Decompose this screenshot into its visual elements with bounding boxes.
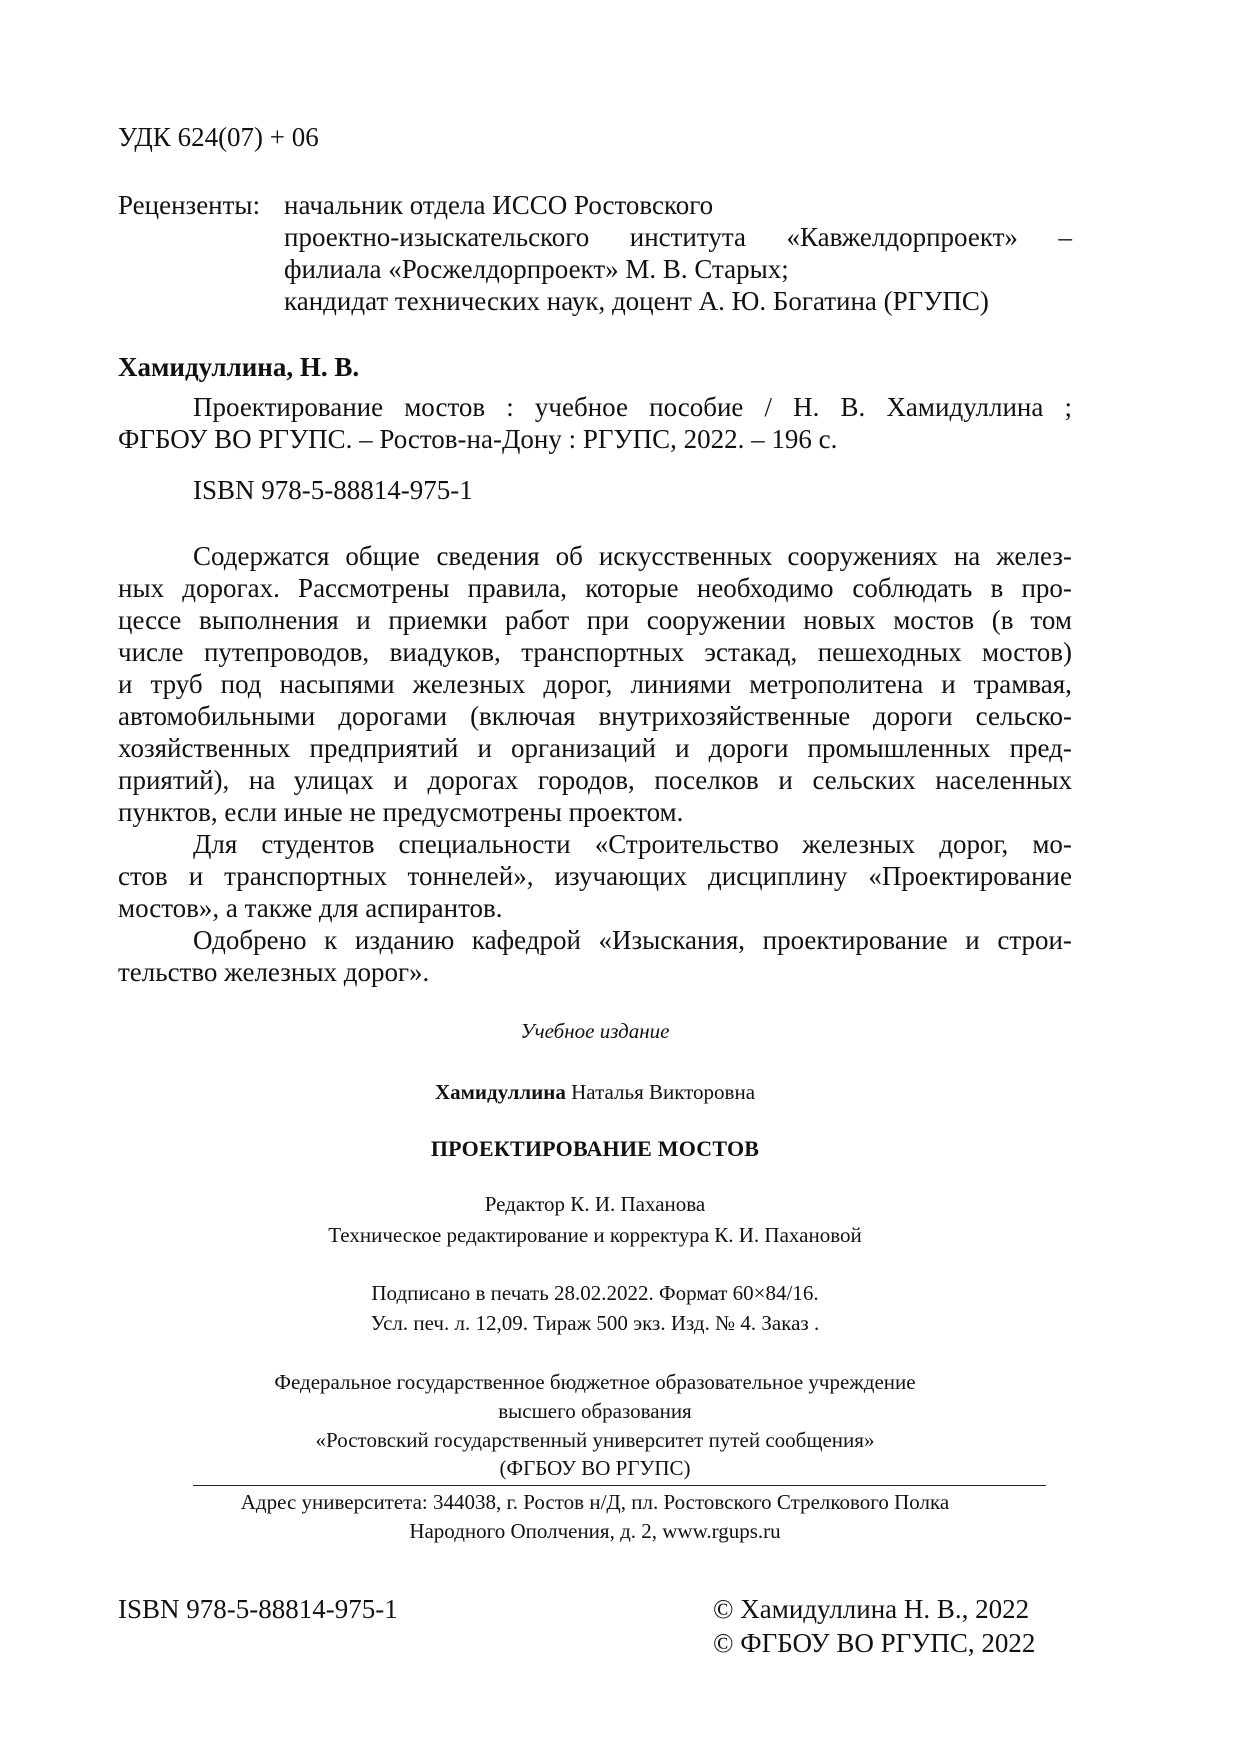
tech-editor-line: Техническое редактирование и корректура К. И. Пахановой bbox=[328, 1223, 862, 1247]
abstract-line: автомобильными дорогами (включая внутрихозяйственные дороги сельско- bbox=[118, 701, 1072, 731]
reviewer-line-1: начальник отдела ИССО Ростовского bbox=[284, 190, 714, 220]
reviewer-line-3: филиала «Росжелдорпроект» М. В. Старых; bbox=[284, 254, 789, 284]
edition-type: Учебное издание bbox=[520, 1019, 670, 1043]
udk-code: УДК 624(07) + 06 bbox=[118, 122, 319, 152]
author-surname: Хамидуллина bbox=[434, 1080, 566, 1104]
copyright-publisher: © ФГБОУ ВО РГУПС, 2022 bbox=[713, 1628, 1036, 1658]
organization-line-4: (ФГБОУ ВО РГУПС) bbox=[499, 1456, 691, 1480]
bibliographic-line-2: ФГБОУ ВО РГУПС. – Ростов-на-Дону : РГУПС, 2022. – 196 с. bbox=[118, 424, 838, 454]
editor-line: Редактор К. И. Паханова bbox=[484, 1192, 706, 1216]
organization-line-1: Федеральное государственное бюджетное образовательное учреждение bbox=[274, 1370, 916, 1394]
audience-line: Для студентов специальности «Строительство железных дорог, мо- bbox=[193, 829, 1072, 859]
author-heading: Хамидуллина, Н. В. bbox=[118, 352, 360, 382]
book-title: ПРОЕКТИРОВАНИЕ МОСТОВ bbox=[430, 1136, 760, 1161]
approval-line: Одобрено к изданию кафедрой «Изыскания, проектирование и строи- bbox=[193, 925, 1072, 955]
abstract-line: приятий), на улицах и дорогах городов, поселков и сельских населенных bbox=[118, 765, 1072, 795]
divider-rule bbox=[193, 1485, 1046, 1486]
copyright-author: © Хамидуллина Н. В., 2022 bbox=[713, 1594, 1030, 1624]
isbn-bibliographic: ISBN 978-5-88814-975-1 bbox=[193, 475, 473, 505]
organization-line-2: высшего образования bbox=[498, 1399, 692, 1423]
abstract-line: и труб под насыпями железных дорог, линиями метрополитена и трамвая, bbox=[118, 669, 1072, 699]
approval-line: тельство железных дорог». bbox=[118, 957, 430, 987]
author-given-names: Наталья Викторовна bbox=[571, 1080, 756, 1104]
audience-line: стов и транспортных тоннелей», изучающих дисциплину «Проектирование bbox=[118, 861, 1072, 891]
address-line-1: Адрес университета: 344038, г. Ростов н/Д, пл. Ростовского Стрелкового Полка bbox=[240, 1490, 950, 1514]
abstract-line: цессе выполнения и приемки работ при сооружении новых мостов (в том bbox=[118, 605, 1072, 635]
print-run-line: Усл. печ. л. 12,09. Тираж 500 экз. Изд. № 4. Заказ . bbox=[370, 1311, 820, 1335]
signed-to-print-line: Подписано в печать 28.02.2022. Формат 60×84/16. bbox=[371, 1281, 819, 1305]
abstract-line: Содержатся общие сведения об искусственных сооружениях на желез- bbox=[193, 541, 1072, 571]
reviewers-label: Рецензенты: bbox=[118, 190, 261, 220]
reviewer-line-2: проектно-изыскательского института «Кавжелдорпроект» – bbox=[284, 222, 1072, 252]
address-line-2: Народного Ополчения, д. 2, www.rgups.ru bbox=[409, 1519, 781, 1543]
abstract-line: числе путепроводов, виадуков, транспортных эстакад, пешеходных мостов) bbox=[118, 637, 1072, 667]
bibliographic-line-1: Проектирование мостов : учебное пособие / Н. В. Хамидуллина ; bbox=[193, 392, 1072, 422]
organization-line-3: «Ростовский государственный университет путей сообщения» bbox=[315, 1428, 875, 1452]
reviewer-line-4: кандидат технических наук, доцент А. Ю. Богатина (РГУПС) bbox=[284, 286, 989, 316]
abstract-line: ных дорогах. Рассмотрены правила, которые необходимо соблюдать в про- bbox=[118, 573, 1072, 603]
abstract-line: пунктов, если иные не предусмотрены проектом. bbox=[118, 797, 684, 827]
audience-line: мостов», а также для аспирантов. bbox=[118, 893, 503, 923]
author-full-name bbox=[118, 1079, 1072, 1106]
abstract-line: хозяйственных предприятий и организаций и дороги промышленных пред- bbox=[118, 733, 1072, 763]
isbn-footer: ISBN 978-5-88814-975-1 bbox=[118, 1594, 398, 1624]
